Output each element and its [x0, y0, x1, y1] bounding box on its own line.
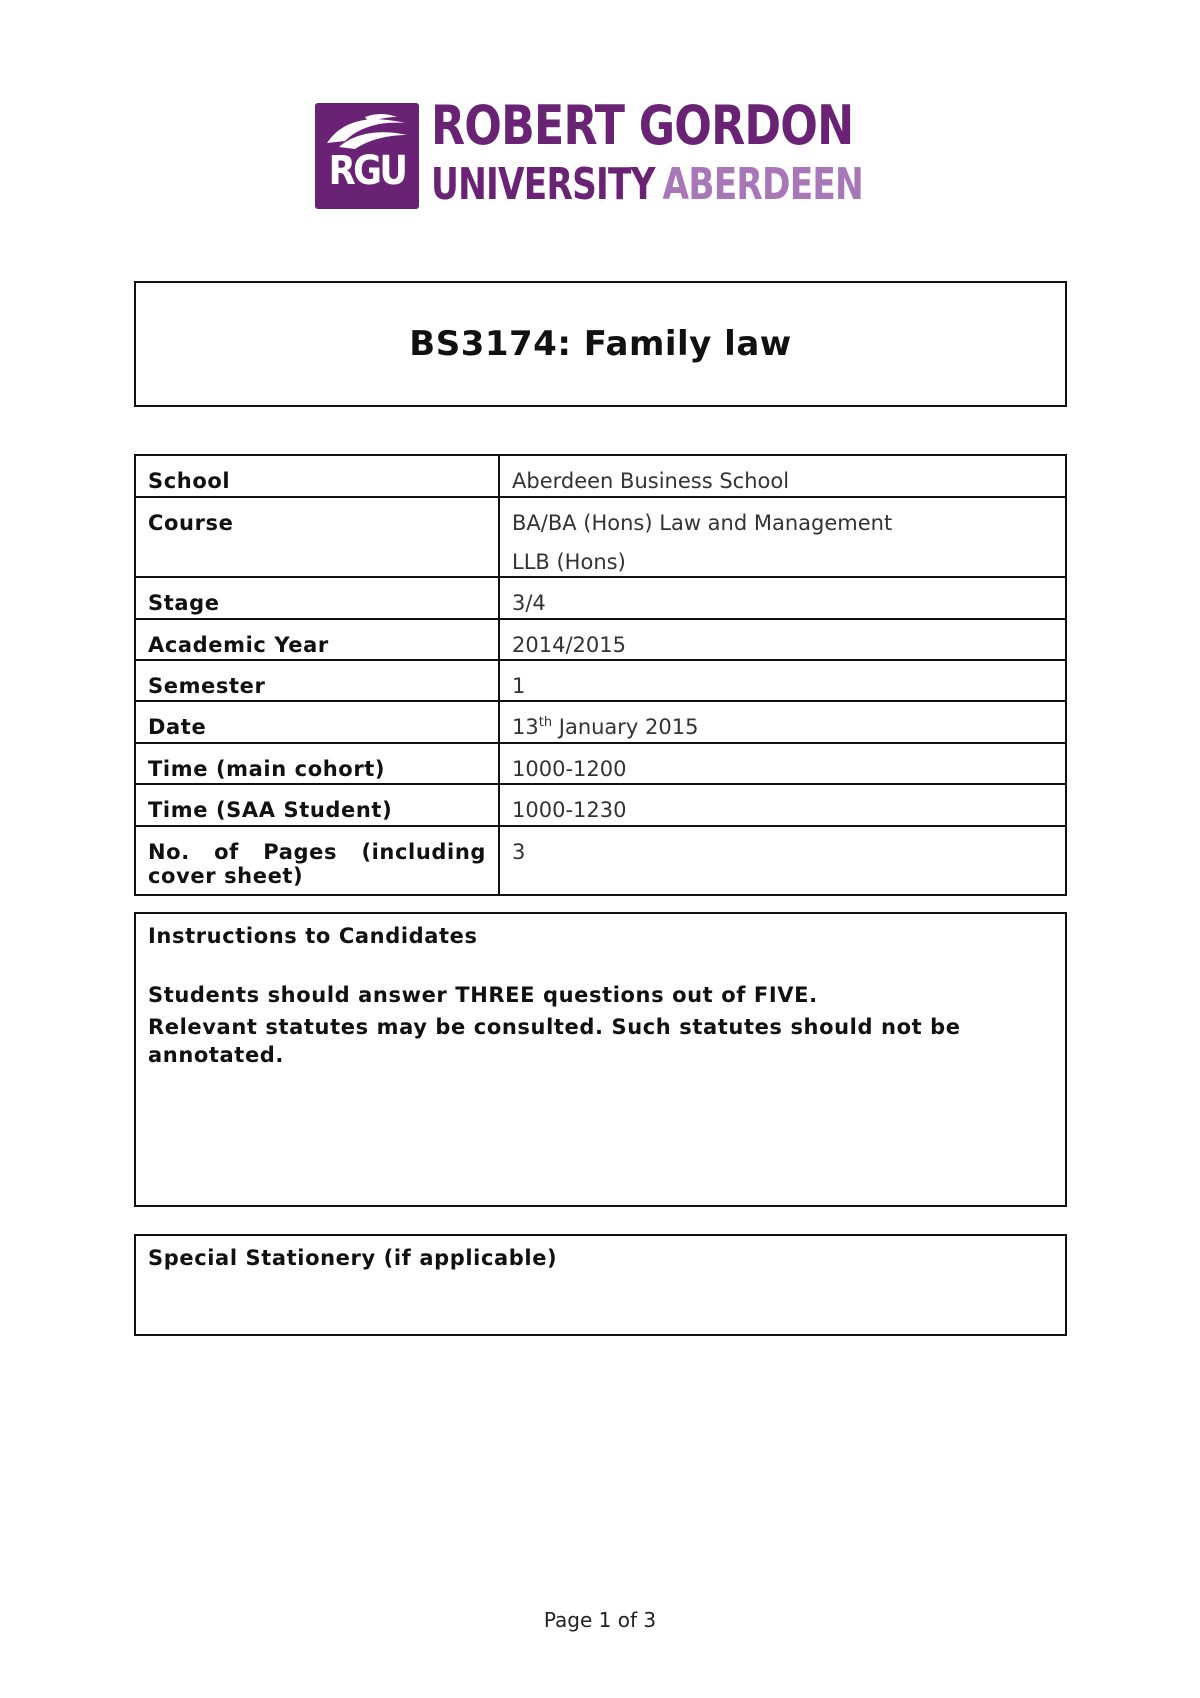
instructions-heading: Instructions to Candidates	[148, 924, 478, 948]
date-value	[499, 701, 1066, 743]
time-saa-label: Time (SAA Student)	[135, 784, 499, 826]
course-label: Course	[135, 497, 499, 577]
badge-text: RGU	[328, 148, 406, 194]
logo-wordmark-aberdeen: ABERDEEN	[662, 159, 864, 210]
course-value	[499, 497, 1066, 577]
logo-wordmark-line1: ROBERT GORDON	[431, 94, 854, 157]
special-stationery-box	[134, 1234, 1067, 1336]
table-row	[135, 701, 1066, 743]
school-value: Aberdeen Business School	[499, 455, 1066, 497]
table-row	[135, 619, 1066, 660]
module-title-box	[134, 281, 1067, 407]
page-number: Page 1 of 3	[543, 1608, 657, 1632]
time-main-value: 1000-1200	[499, 743, 1066, 784]
date-day: 13	[512, 715, 539, 739]
academic-year-label: Academic Year	[135, 619, 499, 660]
table-row	[135, 455, 1066, 497]
rgu-badge	[315, 103, 419, 209]
school-label: School	[135, 455, 499, 497]
instructions-line-1: Students should answer THREE questions out of FIVE.	[148, 983, 818, 1007]
table-row	[135, 784, 1066, 826]
instructions-line-2: Relevant statutes may be consulted. Such statutes should not be annotated.	[148, 1015, 961, 1067]
semester-label: Semester	[135, 660, 499, 701]
date-rest: January 2015	[552, 715, 699, 739]
university-logo	[315, 94, 895, 213]
course-value-line1: BA/BA (Hons) Law and Management	[512, 511, 893, 535]
stage-label: Stage	[135, 577, 499, 619]
table-row	[135, 743, 1066, 784]
table-row	[135, 577, 1066, 619]
table-row	[135, 497, 1066, 577]
table-row	[135, 826, 1066, 895]
time-main-label: Time (main cohort)	[135, 743, 499, 784]
academic-year-value: 2014/2015	[499, 619, 1066, 660]
special-stationery-heading: Special Stationery (if applicable)	[148, 1246, 558, 1270]
leaf-emblem-icon	[325, 113, 409, 153]
time-saa-value: 1000-1230	[499, 784, 1066, 826]
date-label: Date	[135, 701, 499, 743]
logo-wordmark-university: UNIVERSITY	[431, 159, 655, 210]
module-title: BS3174: Family law	[409, 324, 792, 364]
pages-value: 3	[499, 826, 1066, 895]
logo-wordmark-line2	[431, 159, 864, 210]
pages-label: No. of Pages (including cover sheet)	[135, 826, 499, 895]
table-row	[135, 660, 1066, 701]
stage-value: 3/4	[499, 577, 1066, 619]
semester-value: 1	[499, 660, 1066, 701]
exam-details-table	[134, 454, 1067, 896]
instructions-box	[134, 912, 1067, 1207]
date-suffix: th	[538, 715, 553, 730]
course-value-line2: LLB (Hons)	[512, 550, 626, 574]
